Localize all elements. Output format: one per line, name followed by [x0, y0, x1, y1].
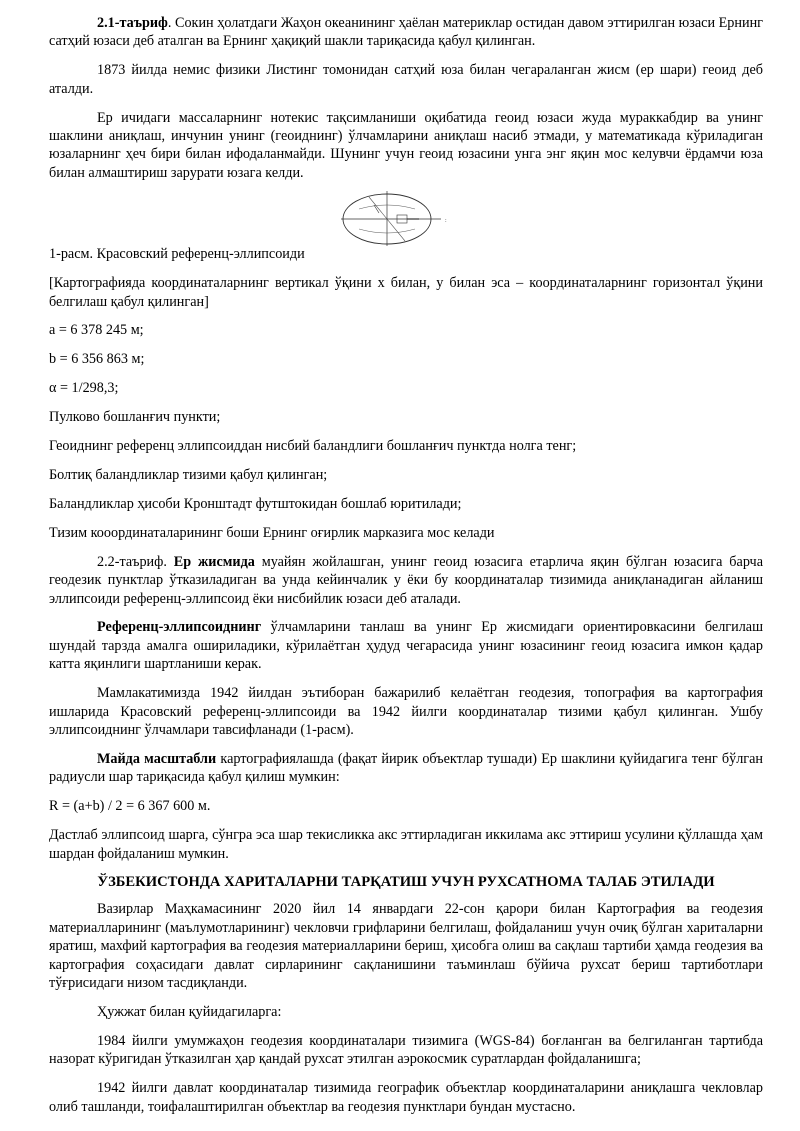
definition-prefix: 2.2-таъриф. — [97, 553, 174, 570]
reference-ellipsoid-paragraph — [49, 618, 763, 673]
definition-term: 2.1-таъриф — [97, 15, 168, 31]
coordinates-1942-paragraph: 1942 йилги давлат координаталар тизимида географик объектлар координаталарини аниқлашга чекловлар олиб ташланди, тоифалаштирилган объектлар ва геодезия пунктлари бундан мустасно. — [49, 1080, 763, 1115]
decree-paragraph: Вазирлар Маҳкамасининг 2020 йил 14 январдаги 22-сон қарори билан Картография ва геодезия материалларининг (маълумотларининг) чекловчи грифларини белгилаш, фойдаланиш учун очиқ бўлган хариталарни яратиш, махфий картография ва геодезия материалларини бериш, ҳисобга олиш ва сақлаш тартиби ҳамда геодезия ва картография соҳасидаги давлат сирларининг сақланишини таъминлаш бўйича рухсат бериш тартиботлари тўғрисидаги низом тасдиқланди. — [49, 901, 763, 992]
geoid-history-paragraph: 1873 йилда немис физики Листинг томонидан сатҳий юза билан чегараланган жисм (ер шари) геоид деб аталди. — [49, 62, 763, 97]
document-page — [49, 14, 763, 1126]
small-scale-term: Майда масштабли — [97, 750, 217, 767]
figure-caption: 1-расм. Красовский референц-эллипсоиди — [49, 245, 305, 262]
axis-note-paragraph: [Картографияда координаталарнинг вертикал ўқини x билан, у билан эса – координаталарнинг горизонтал ўқини белгилаш қабул қилинган] — [49, 275, 763, 310]
definition-2-2-paragraph — [49, 553, 763, 608]
reference-ellipsoid-text: ўлчамларини танлаш ва унинг Ер жисмидаги ориентировкасини белгилаш шундай тарзда амалга ошириладики, кўрилаётган ҳудуд чегарасида унинг юзасининг геоид юзасига имкон қадар катта яқинлиги шартланиши керак. — [49, 619, 763, 673]
param-kronstadt: Баландликлар ҳисоби Кронштадт футштокидан бошлаб юритилади; — [49, 495, 462, 512]
ellipsoid-figure-icon — [319, 189, 479, 247]
param-a: a = 6 378 245 м; — [49, 322, 144, 339]
definition-term: Ер жисмида — [173, 553, 255, 570]
param-pulkovo: Пулково бошланғич пункти; — [49, 409, 221, 426]
wgs84-paragraph: 1984 йилги умумжаҳон геодезия координаталари тизимига (WGS-84) боғланган ва белгиланган тартибда назорат кўригидан ўтказилган ҳар қандай рухсат этилган аэрокосмик суратлардан фойдаланишга; — [49, 1032, 763, 1068]
definition-text: . Сокин ҳолатдаги Жаҳон океанининг ҳаёлан материклар остидан давом эттирилган юзаси Ернинг сатҳий юзаси деб аталган ва Ернинг ҳақиқий шакли тариқасида қабул қилинган. — [49, 15, 763, 50]
param-b: b = 6 356 863 м; — [49, 351, 145, 368]
definition-text: муайян жойлашган, унинг геоид юзасига етарлича яқин бўлган юзасига барча геодезик пунктлар ўтказиладиган ва унда кейинчалик у ёки бу координаталар тизимида аниқланадиган айланиш эллипсоиди референц-эллипсоид ёки нисбийлик юзаси деб аталади. — [49, 553, 763, 607]
small-scale-paragraph — [49, 750, 763, 787]
ellipsoid-figure — [49, 189, 763, 247]
svg-text::: : — [445, 217, 447, 224]
param-geoid-height: Геоиднинг референц эллипсоиддан нисбий баландлиги бошланғич пунктда нолга тенг; — [49, 438, 577, 455]
radius-formula: R = (a+b) / 2 = 6 367 600 м. — [49, 798, 211, 815]
reference-ellipsoid-term: Референц-эллипсоиднинг — [97, 619, 262, 636]
krasovsky-paragraph: Мамлакатимизда 1942 йилдан эътиборан бажарилиб келаётган геодезия, топография ва картография ишларида Красовский референц-эллипсоиди ва 1942 йилги координаталар тизими қабул қилинган. Ушбу эллипсоиднинг ўлчамлари тавсифланади (1-расм). — [49, 685, 763, 738]
definition-2-1-paragraph — [49, 14, 763, 51]
small-scale-text: картографиялашда (фақат йирик объектлар тушади) Ер шаклини қуйидагига тенг бўлган радиусли шар тариқасида қабул қилиш мумкин: — [49, 750, 763, 786]
param-alpha: α = 1/298,3; — [49, 380, 119, 397]
document-intro: Ҳужжат билан қуйидагиларга: — [97, 1003, 282, 1020]
geoid-surface-paragraph: Ер ичидаги массаларнинг нотекис тақсимланиши оқибатида геоид юзаси жуда мураккабдир ва унинг шаклини аниқлаш, инчунин унинг (геоиднинг) ўлчамларини аниқлаш насиб этмади, у математикада кўриладиган юзаларнинг ҳеч бири билан ифодаланмайди. Шунинг учун геоид юзасини унга энг яқин мос келувчи ёрдамчи юза билан алмаштириш зарурати юзага келди. — [49, 109, 763, 181]
section-heading: ЎЗБЕКИСТОНДА ХАРИТАЛАРНИ ТАРҚАТИШ УЧУН РУХСАТНОМА ТАЛАБ ЭТИЛАДИ — [97, 874, 715, 891]
param-baltic-heights: Болтиқ баландликлар тизими қабул қилинган; — [49, 467, 328, 483]
double-projection-paragraph: Дастлаб эллипсоид шарга, сўнгра эса шар текисликка акс эттирладиган иккилама акс эттириш усулини қўллашда ҳам шардан фойдаланиш мумкин. — [49, 827, 763, 862]
param-system-origin: Тизим кооординаталарининг боши Ернинг оғирлик марказига мос келади — [49, 524, 495, 541]
